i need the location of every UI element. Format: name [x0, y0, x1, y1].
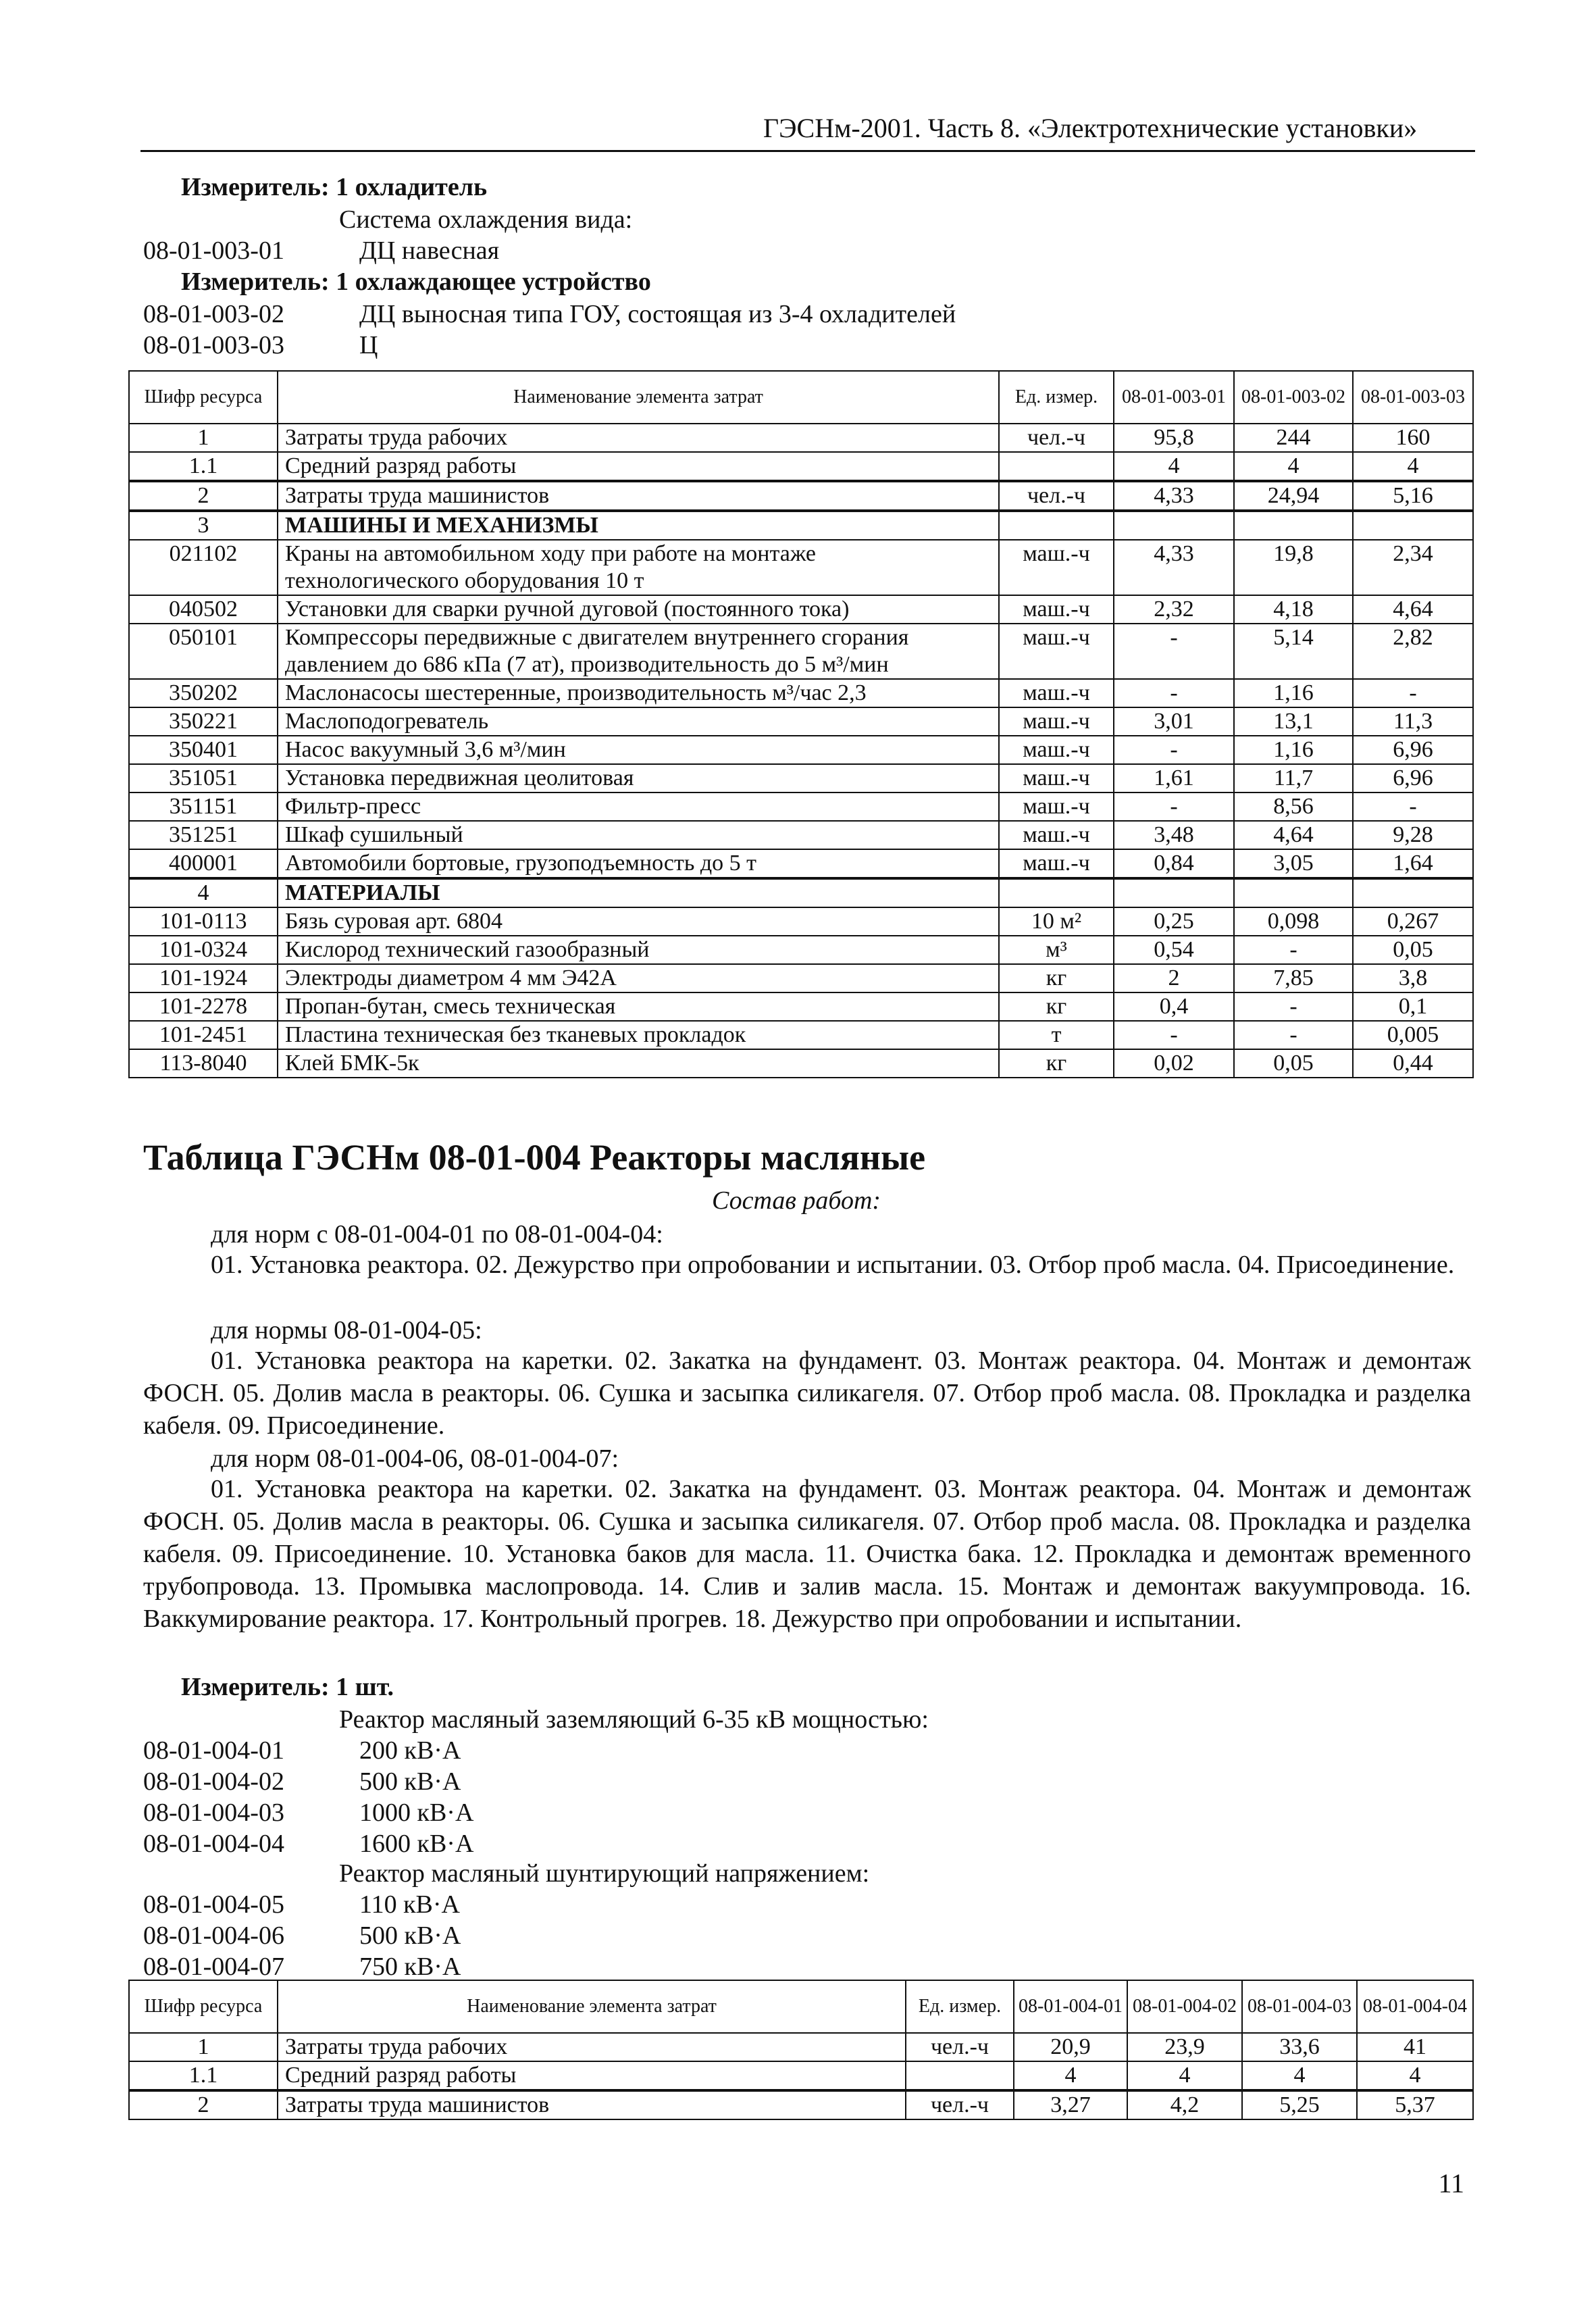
norm-code: 08-01-004-05: [143, 1890, 284, 1919]
cost-element-name: Маслоподогреватель: [278, 707, 999, 736]
norm-value: [1234, 878, 1353, 907]
table-row: [129, 1021, 1473, 1049]
cost-element-name: Кислород технический газообразный: [278, 936, 999, 964]
unit: маш.-ч: [999, 707, 1114, 736]
norm-value: 160: [1353, 424, 1473, 452]
table-row: [129, 736, 1473, 764]
norm-value: 4,33: [1114, 481, 1234, 511]
unit: кг: [999, 992, 1114, 1021]
resource-code: 400001: [129, 849, 278, 878]
resource-table-003: [128, 370, 1474, 1078]
work-scope-3: для норм 08-01-004-06, 08-01-004-07:: [211, 1444, 619, 1473]
norm-value: -: [1353, 679, 1473, 707]
norm-value: 3,27: [1014, 2090, 1127, 2119]
unit: маш.-ч: [999, 821, 1114, 849]
norm-value: 4: [1114, 452, 1234, 481]
cost-element-name: МАТЕРИАЛЫ: [278, 878, 999, 907]
norm-name: 110 кВ·А: [359, 1890, 460, 1919]
norm-value: 8,56: [1234, 793, 1353, 821]
cost-element-name: Затраты труда рабочих: [278, 424, 999, 452]
norm-value: -: [1114, 793, 1234, 821]
norm-value: [1114, 511, 1234, 540]
resource-code: 4: [129, 878, 278, 907]
table-row: [129, 936, 1473, 964]
norm-name: ДЦ выносная типа ГОУ, состоящая из 3-4 охладителей: [359, 300, 956, 328]
norm-value: 41: [1357, 2033, 1473, 2061]
cost-element-name: МАШИНЫ И МЕХАНИЗМЫ: [278, 511, 999, 540]
resource-code: 351051: [129, 764, 278, 793]
resource-code: 1: [129, 2033, 278, 2061]
resource-code: 2: [129, 481, 278, 511]
resource-code: 350221: [129, 707, 278, 736]
table-row: [129, 707, 1473, 736]
resource-code: 2: [129, 2090, 278, 2119]
norm-value: 1,61: [1114, 764, 1234, 793]
norm-value: 1,16: [1234, 679, 1353, 707]
table-row: [129, 540, 1473, 595]
col-header-code: Шифр ресурса: [129, 371, 278, 424]
norm-value: 244: [1234, 424, 1353, 452]
norm-value: -: [1353, 793, 1473, 821]
norm-value: -: [1234, 992, 1353, 1021]
cost-element-name: Средний разряд работы: [278, 2061, 906, 2090]
norm-value: 9,28: [1353, 821, 1473, 849]
col-header-norm: 08-01-003-02: [1234, 371, 1353, 424]
norm-code: 08-01-004-06: [143, 1921, 284, 1950]
norm-code: 08-01-004-07: [143, 1953, 284, 1981]
norm-value: 95,8: [1114, 424, 1234, 452]
norm-value: 24,94: [1234, 481, 1353, 511]
resource-code: 113-8040: [129, 1049, 278, 1078]
norm-value: 3,8: [1353, 964, 1473, 992]
norm-value: 1,16: [1234, 736, 1353, 764]
group-2-label: Реактор масляный шунтирующий напряжением:: [339, 1859, 870, 1888]
norm-value: 0,005: [1353, 1021, 1473, 1049]
norm-value: 0,4: [1114, 992, 1234, 1021]
norm-value: 3,48: [1114, 821, 1234, 849]
unit: 10 м²: [999, 907, 1114, 936]
norm-value: 0,84: [1114, 849, 1234, 878]
col-header-norm: 08-01-003-03: [1353, 371, 1473, 424]
resource-code: 101-0113: [129, 907, 278, 936]
work-scope-1: для норм с 08-01-004-01 по 08-01-004-04:: [211, 1220, 663, 1249]
resource-code: 1.1: [129, 2061, 278, 2090]
col-header-norm: 08-01-004-01: [1014, 1980, 1127, 2033]
unit: маш.-ч: [999, 540, 1114, 595]
col-header-norm: 08-01-004-03: [1242, 1980, 1357, 2033]
resource-code: 351251: [129, 821, 278, 849]
norm-value: 19,8: [1234, 540, 1353, 595]
cost-element-name: Насос вакуумный 3,6 м³/мин: [278, 736, 999, 764]
norm-name: 750 кВ·А: [359, 1953, 461, 1981]
resource-code: 101-2278: [129, 992, 278, 1021]
norm-value: 4: [1014, 2061, 1127, 2090]
work-scope-2: для нормы 08-01-004-05:: [211, 1316, 482, 1344]
unit: чел.-ч: [999, 424, 1114, 452]
norm-value: 4,2: [1127, 2090, 1242, 2119]
norm-value: 5,16: [1353, 481, 1473, 511]
norm-value: 0,098: [1234, 907, 1353, 936]
norm-value: 5,25: [1242, 2090, 1357, 2119]
table-row: [129, 849, 1473, 878]
resource-code: 350401: [129, 736, 278, 764]
table-row: [129, 878, 1473, 907]
resource-code: 101-2451: [129, 1021, 278, 1049]
work-text-2: 01. Установка реактора на каретки. 02. Закатка на фундамент. 03. Монтаж реактора. 04. Монтаж и демонтаж ФОСН. 05. Долив масла в реакторы. 06. Сушка и засыпка силикагеля. 07. Отбор проб масла. 08. Прокладка и разделка кабеля. 09. Присоединение.: [143, 1347, 1471, 1440]
norm-code: 08-01-003-03: [143, 331, 284, 359]
norm-value: 6,96: [1353, 736, 1473, 764]
page-number: 11: [1438, 2168, 1464, 2198]
norm-code: 08-01-004-02: [143, 1767, 284, 1796]
cost-element-name: Установка передвижная цеолитовая: [278, 764, 999, 793]
norm-value: 4: [1357, 2061, 1473, 2090]
resource-code: 101-1924: [129, 964, 278, 992]
unit: кг: [999, 964, 1114, 992]
col-header-norm: 08-01-004-04: [1357, 1980, 1473, 2033]
meter-2: Измеритель: 1 охлаждающее устройство: [181, 268, 651, 296]
table-header-row: [129, 371, 1473, 424]
table-row: [129, 1049, 1473, 1078]
norm-value: [1114, 878, 1234, 907]
cost-element-name: Шкаф сушильный: [278, 821, 999, 849]
resource-code: 350202: [129, 679, 278, 707]
resource-code: 040502: [129, 595, 278, 624]
resource-code: 1.1: [129, 452, 278, 481]
norm-value: 2,82: [1353, 624, 1473, 679]
unit: т: [999, 1021, 1114, 1049]
col-header-norm: 08-01-003-01: [1114, 371, 1234, 424]
cost-element-name: Средний разряд работы: [278, 452, 999, 481]
norm-code: 08-01-004-03: [143, 1799, 284, 1827]
unit: маш.-ч: [999, 679, 1114, 707]
work-text-3: 01. Установка реактора на каретки. 02. Закатка на фундамент. 03. Монтаж реактора. 04. Монтаж и демонтаж ФОСН. 05. Долив масла в реакторы. 06. Сушка и засыпка силикагеля. 07. Отбор проб масла. 08. Прокладка и разделка кабеля. 09. Присоединение. 10. Установка баков для масла. 11. Очистка бака. 12. Прокладка и демонтаж временного трубопровода. 13. Промывка маслопровода. 14. Слив и залив масла. 15. Монтаж и демонтаж вакуумпровода. 16. Ваккумирование реактора. 17. Контрольный прогрев. 18. Дежурство при опробовании и испытании.: [143, 1475, 1471, 1633]
norm-code: 08-01-004-04: [143, 1830, 284, 1858]
norm-value: 1,64: [1353, 849, 1473, 878]
resource-code: 050101: [129, 624, 278, 679]
norm-value: 4,64: [1234, 821, 1353, 849]
norm-value: 6,96: [1353, 764, 1473, 793]
table-row: [129, 595, 1473, 624]
unit: маш.-ч: [999, 624, 1114, 679]
norm-name: 1600 кВ·А: [359, 1830, 474, 1858]
norm-value: [1234, 511, 1353, 540]
unit: [999, 452, 1114, 481]
cost-element-name: Бязь суровая арт. 6804: [278, 907, 999, 936]
norm-value: 2: [1114, 964, 1234, 992]
cost-element-name: Маслонасосы шестеренные, производительность м³/час 2,3: [278, 679, 999, 707]
norm-value: 0,25: [1114, 907, 1234, 936]
norm-value: 5,14: [1234, 624, 1353, 679]
table-header-row: [129, 1980, 1473, 2033]
table-row: [129, 481, 1473, 511]
cost-element-name: Затраты труда машинистов: [278, 481, 999, 511]
table-row: [129, 907, 1473, 936]
table-row: [129, 793, 1473, 821]
norm-value: 11,7: [1234, 764, 1353, 793]
norm-value: 3,05: [1234, 849, 1353, 878]
cost-element-name: Пропан-бутан, смесь техническая: [278, 992, 999, 1021]
cost-element-name: Затраты труда машинистов: [278, 2090, 906, 2119]
norm-value: [1353, 878, 1473, 907]
cost-element-name: Краны на автомобильном ходу при работе на монтаже технологического оборудования 10 т: [278, 540, 999, 595]
unit: чел.-ч: [906, 2033, 1014, 2061]
unit: [999, 878, 1114, 907]
norm-name: Ц: [359, 331, 378, 359]
unit: чел.-ч: [999, 481, 1114, 511]
norm-name: 1000 кВ·А: [359, 1799, 474, 1827]
norm-value: 0,267: [1353, 907, 1473, 936]
norm-code: 08-01-003-01: [143, 236, 284, 265]
unit: маш.-ч: [999, 793, 1114, 821]
unit: маш.-ч: [999, 595, 1114, 624]
table-row: [129, 624, 1473, 679]
norm-value: 20,9: [1014, 2033, 1127, 2061]
norm-name: 500 кВ·А: [359, 1921, 461, 1950]
table-row: [129, 511, 1473, 540]
unit: [999, 511, 1114, 540]
norm-value: 7,85: [1234, 964, 1353, 992]
resource-code: 351151: [129, 793, 278, 821]
norm-value: 4: [1353, 452, 1473, 481]
cost-element-name: Фильтр-пресс: [278, 793, 999, 821]
resource-table-004: [128, 1980, 1474, 2120]
cost-element-name: Пластина техническая без тканевых прокладок: [278, 1021, 999, 1049]
cost-element-name: Установки для сварки ручной дуговой (постоянного тока): [278, 595, 999, 624]
norm-value: 0,02: [1114, 1049, 1234, 1078]
norm-value: -: [1114, 736, 1234, 764]
unit: кг: [999, 1049, 1114, 1078]
col-header-name: Наименование элемента затрат: [278, 1980, 906, 2033]
unit: [906, 2061, 1014, 2090]
col-header-name: Наименование элемента затрат: [278, 371, 999, 424]
norm-value: [1353, 511, 1473, 540]
norm-value: -: [1114, 679, 1234, 707]
cost-element-name: Компрессоры передвижные с двигателем внутреннего сгорания давлением до 686 кПа (7 ат), производительность до 5 м³/мин: [278, 624, 999, 679]
norm-value: 4,64: [1353, 595, 1473, 624]
table-row: [129, 2090, 1473, 2119]
norm-name: ДЦ навесная: [359, 236, 500, 265]
norm-value: 2,32: [1114, 595, 1234, 624]
norm-value: 0,05: [1234, 1049, 1353, 1078]
norm-value: 0,44: [1353, 1049, 1473, 1078]
resource-code: 3: [129, 511, 278, 540]
norm-value: 13,1: [1234, 707, 1353, 736]
norm-value: -: [1234, 936, 1353, 964]
resource-code: 021102: [129, 540, 278, 595]
header-rule: [140, 150, 1475, 152]
norm-name: 500 кВ·А: [359, 1767, 461, 1796]
col-header-code: Шифр ресурса: [129, 1980, 278, 2033]
norm-value: -: [1114, 624, 1234, 679]
col-header-norm: 08-01-004-02: [1127, 1980, 1242, 2033]
table-row: [129, 964, 1473, 992]
work-text-1: 01. Установка реактора. 02. Дежурство при опробовании и испытании. 03. Отбор проб масла. 04. Присоединение.: [211, 1251, 1455, 1279]
norm-value: 23,9: [1127, 2033, 1242, 2061]
norm-code: 08-01-003-02: [143, 300, 284, 328]
norm-value: 4: [1127, 2061, 1242, 2090]
cost-element-name: Автомобили бортовые, грузоподъемность до 5 т: [278, 849, 999, 878]
norm-value: 2,34: [1353, 540, 1473, 595]
meter-1: Измеритель: 1 охладитель: [181, 173, 488, 201]
norm-value: 4: [1242, 2061, 1357, 2090]
norm-name: 200 кВ·А: [359, 1736, 461, 1765]
table-row: [129, 764, 1473, 793]
table-row: [129, 992, 1473, 1021]
table-row: [129, 2061, 1473, 2090]
unit: маш.-ч: [999, 849, 1114, 878]
norm-value: 0,05: [1353, 936, 1473, 964]
col-header-unit: Ед. измер.: [999, 371, 1114, 424]
table-row: [129, 821, 1473, 849]
norm-value: 11,3: [1353, 707, 1473, 736]
table-row: [129, 679, 1473, 707]
meter-pcs: Измеритель: 1 шт.: [181, 1673, 394, 1701]
resource-code: 101-0324: [129, 936, 278, 964]
norm-value: 0,1: [1353, 992, 1473, 1021]
cost-element-name: Затраты труда рабочих: [278, 2033, 906, 2061]
cost-element-name: Электроды диаметром 4 мм Э42А: [278, 964, 999, 992]
running-header: ГЭСНм-2001. Часть 8. «Электротехнические установки»: [763, 113, 1418, 143]
resource-code: 1: [129, 424, 278, 452]
norm-value: 4: [1234, 452, 1353, 481]
unit: чел.-ч: [906, 2090, 1014, 2119]
unit: маш.-ч: [999, 736, 1114, 764]
unit: маш.-ч: [999, 764, 1114, 793]
norm-value: -: [1114, 1021, 1234, 1049]
norm-value: 4,33: [1114, 540, 1234, 595]
table-title: Таблица ГЭСНм 08-01-004 Реакторы масляные: [143, 1137, 926, 1178]
norm-value: 0,54: [1114, 936, 1234, 964]
norm-value: 4,18: [1234, 595, 1353, 624]
cost-element-name: Клей БМК-5к: [278, 1049, 999, 1078]
cooling-label: Система охлаждения вида:: [339, 205, 633, 234]
unit: м³: [999, 936, 1114, 964]
table-row: [129, 424, 1473, 452]
norm-value: 3,01: [1114, 707, 1234, 736]
norm-value: 5,37: [1357, 2090, 1473, 2119]
col-header-unit: Ед. измер.: [906, 1980, 1014, 2033]
group-1-label: Реактор масляный заземляющий 6-35 кВ мощностью:: [339, 1705, 929, 1734]
norm-value: -: [1234, 1021, 1353, 1049]
table-row: [129, 2033, 1473, 2061]
table-row: [129, 452, 1473, 481]
norm-code: 08-01-004-01: [143, 1736, 284, 1765]
norm-value: 33,6: [1242, 2033, 1357, 2061]
work-heading: Состав работ:: [712, 1186, 881, 1215]
